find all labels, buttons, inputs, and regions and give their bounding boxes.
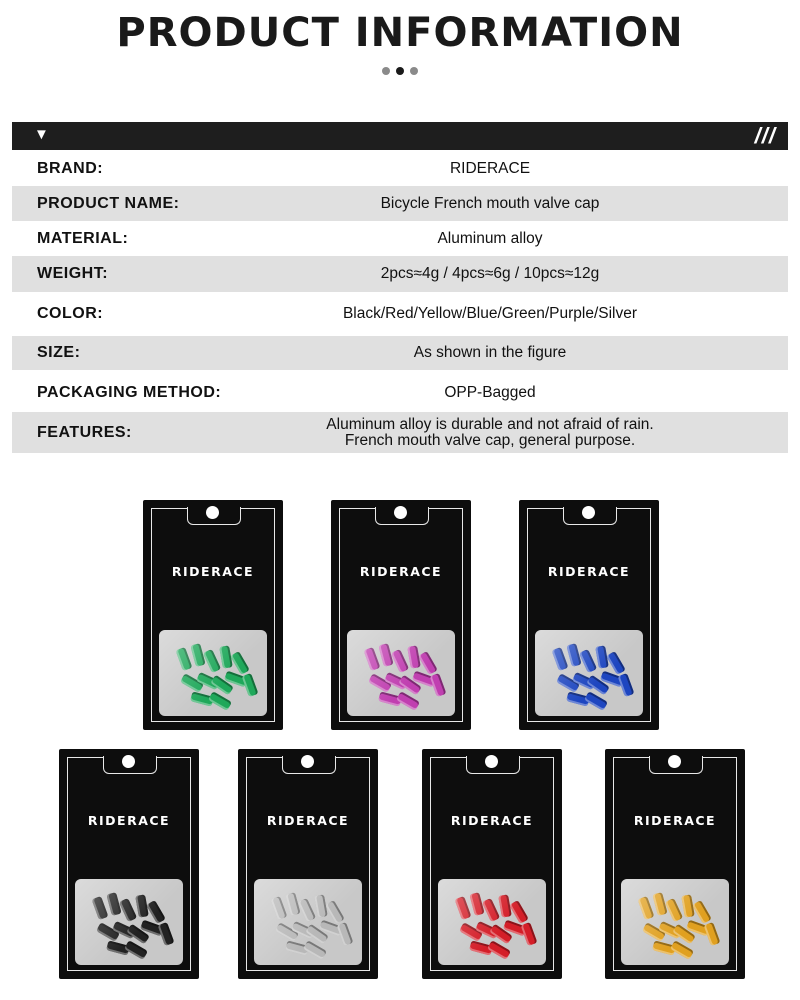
- valve-cap-icon: [196, 672, 220, 690]
- slash-decoration: ///: [754, 123, 776, 148]
- valve-cap-icon: [681, 894, 695, 917]
- valve-cap-icon: [430, 673, 447, 697]
- valve-cap-icon: [224, 671, 248, 688]
- valve-cap-icon: [642, 922, 666, 942]
- valve-cap-icon: [368, 673, 392, 693]
- valve-cap-icon: [566, 643, 581, 667]
- spec-label: PACKAGING METHOD:: [37, 384, 222, 401]
- carousel-dot-active[interactable]: [396, 67, 404, 75]
- valve-cap-icon: [92, 896, 109, 920]
- triangle-down-icon: ▼: [34, 126, 49, 143]
- spec-label: BRAND:: [37, 160, 104, 177]
- hang-hole-icon: [485, 755, 498, 768]
- valve-cap-icon: [658, 921, 682, 939]
- product-bag-image: [238, 749, 378, 979]
- valve-cap-icon: [459, 922, 483, 942]
- hang-hole-icon: [582, 506, 595, 519]
- valve-cap-icon: [285, 892, 300, 916]
- valve-cap-icon: [566, 691, 590, 706]
- valve-cap-icon: [521, 922, 538, 946]
- valve-cap-icon: [498, 894, 512, 917]
- valve-cap-icon: [396, 691, 420, 711]
- hang-hole-icon: [122, 755, 135, 768]
- valve-cap-icon: [469, 892, 484, 916]
- hang-hole-icon: [394, 506, 407, 519]
- valve-cap-icon: [176, 647, 193, 671]
- spec-row-size: [12, 336, 788, 370]
- spec-row-material: [12, 222, 788, 256]
- spec-value-line: French mouth valve cap, general purpose.: [344, 431, 636, 449]
- product-bag-image: [59, 749, 199, 979]
- valve-cap-icon: [600, 671, 624, 688]
- valve-cap-icon: [487, 940, 511, 960]
- valve-cap-icon: [364, 647, 381, 671]
- valve-cap-icon: [242, 673, 259, 697]
- spec-row-color: [12, 294, 788, 334]
- bag-clear-window: [347, 630, 455, 716]
- valve-cap-icon: [298, 898, 316, 922]
- valve-cap-icon: [692, 900, 712, 924]
- spec-label: PRODUCT NAME:: [37, 194, 180, 212]
- valve-cap-icon: [126, 924, 150, 945]
- valve-cap-icon: [230, 651, 250, 675]
- valve-cap-icon: [135, 894, 149, 917]
- valve-cap-icon: [180, 673, 204, 693]
- valve-cap-icon: [418, 651, 438, 675]
- valve-cap-icon: [652, 892, 667, 916]
- valve-cap-icon: [572, 672, 596, 690]
- spec-value: 2pcs≈4g / 4pcs≈6g / 10pcs≈12g: [380, 265, 600, 282]
- valve-cap-icon: [378, 691, 402, 706]
- valve-cap-icon: [319, 920, 343, 937]
- valve-cap-icon: [482, 898, 500, 922]
- valve-cap-icon: [412, 671, 436, 688]
- valve-cap-icon: [503, 920, 527, 937]
- valve-cap-icon: [665, 898, 683, 922]
- valve-cap-icon: [391, 649, 409, 673]
- bag-brand-label: RIDERACE: [171, 564, 255, 579]
- page-title: PRODUCT INFORMATION: [116, 10, 684, 56]
- bag-brand-label: RIDERACE: [547, 564, 631, 579]
- valve-cap-icon: [337, 922, 354, 946]
- valve-cap-icon: [509, 900, 529, 924]
- spec-row-features: [12, 412, 788, 453]
- spec-value-multiline: [232, 417, 748, 449]
- product-bag-image: [422, 749, 562, 979]
- bag-clear-window: [75, 879, 183, 965]
- spec-label: COLOR:: [37, 305, 104, 322]
- carousel-dot[interactable]: [382, 67, 390, 75]
- valve-cap-icon: [208, 691, 232, 711]
- bag-brand-label: RIDERACE: [359, 564, 443, 579]
- spec-value: Black/Red/Yellow/Blue/Green/Purple/Silver: [342, 305, 638, 322]
- spec-value: Bicycle French mouth valve cap: [380, 194, 600, 212]
- product-bag-image: [143, 500, 283, 730]
- valve-cap-icon: [96, 922, 120, 942]
- valve-cap-icon: [303, 940, 327, 960]
- spec-row-product-name: [12, 186, 788, 221]
- valve-cap-icon: [112, 921, 136, 939]
- valve-cap-icon: [489, 924, 513, 945]
- valve-cap-icon: [190, 643, 205, 667]
- valve-cap-icon: [618, 673, 635, 697]
- product-bag-image: [519, 500, 659, 730]
- bag-clear-window: [438, 879, 546, 965]
- valve-cap-icon: [704, 922, 721, 946]
- valve-cap-icon: [119, 898, 137, 922]
- valve-cap-icon: [407, 645, 421, 668]
- valve-cap-icon: [556, 673, 580, 693]
- product-bag-image: [605, 749, 745, 979]
- valve-cap-icon: [455, 896, 472, 920]
- valve-cap-icon: [606, 651, 626, 675]
- spec-value: As shown in the figure: [413, 344, 567, 361]
- spec-row-packaging: [12, 374, 788, 412]
- valve-cap-icon: [595, 645, 609, 668]
- valve-cap-icon: [291, 921, 315, 939]
- spec-value: RIDERACE: [449, 160, 531, 177]
- hang-hole-icon: [668, 755, 681, 768]
- valve-cap-icon: [584, 691, 608, 711]
- valve-cap-icon: [398, 675, 422, 696]
- spec-header-bar: [12, 122, 788, 150]
- valve-cap-icon: [203, 649, 221, 673]
- valve-cap-icon: [271, 896, 288, 920]
- spec-row-brand: [12, 152, 788, 186]
- valve-cap-icon: [314, 894, 328, 917]
- valve-cap-icon: [106, 892, 121, 916]
- valve-cap-icon: [305, 924, 329, 945]
- spec-label: FEATURES:: [37, 423, 132, 441]
- spec-label: MATERIAL:: [37, 230, 129, 247]
- spec-value: OPP-Bagged: [444, 384, 536, 401]
- valve-cap-icon: [586, 675, 610, 696]
- bag-clear-window: [159, 630, 267, 716]
- valve-cap-icon: [146, 900, 166, 924]
- hang-hole-icon: [301, 755, 314, 768]
- valve-cap-icon: [469, 940, 493, 955]
- bag-clear-window: [535, 630, 643, 716]
- valve-cap-icon: [210, 675, 234, 696]
- valve-cap-icon: [106, 940, 130, 955]
- valve-cap-icon: [652, 940, 676, 955]
- valve-cap-icon: [124, 940, 148, 960]
- spec-label: SIZE:: [37, 344, 81, 361]
- valve-cap-icon: [140, 920, 164, 937]
- carousel-dot[interactable]: [410, 67, 418, 75]
- valve-cap-icon: [686, 920, 710, 937]
- valve-cap-icon: [579, 649, 597, 673]
- valve-cap-icon: [219, 645, 233, 668]
- spec-value: Aluminum alloy: [437, 230, 543, 247]
- valve-cap-icon: [378, 643, 393, 667]
- valve-cap-icon: [638, 896, 655, 920]
- valve-cap-icon: [190, 691, 214, 706]
- valve-cap-icon: [672, 924, 696, 945]
- product-bag-image: [331, 500, 471, 730]
- valve-cap-icon: [670, 940, 694, 960]
- carousel-dots: [0, 62, 800, 80]
- hang-hole-icon: [206, 506, 219, 519]
- bag-brand-label: RIDERACE: [87, 813, 171, 828]
- spec-value-line: Aluminum alloy is durable and not afraid of rain.: [326, 415, 654, 433]
- spec-row-weight: [12, 256, 788, 292]
- spec-label: WEIGHT:: [37, 265, 109, 282]
- valve-cap-icon: [384, 672, 408, 690]
- valve-cap-icon: [552, 647, 569, 671]
- valve-cap-icon: [275, 922, 299, 942]
- bag-brand-label: RIDERACE: [266, 813, 350, 828]
- valve-cap-icon: [325, 900, 345, 924]
- valve-cap-icon: [475, 921, 499, 939]
- bag-clear-window: [621, 879, 729, 965]
- bag-clear-window: [254, 879, 362, 965]
- bag-brand-label: RIDERACE: [450, 813, 534, 828]
- bag-brand-label: RIDERACE: [633, 813, 717, 828]
- valve-cap-icon: [158, 922, 175, 946]
- valve-cap-icon: [285, 940, 309, 955]
